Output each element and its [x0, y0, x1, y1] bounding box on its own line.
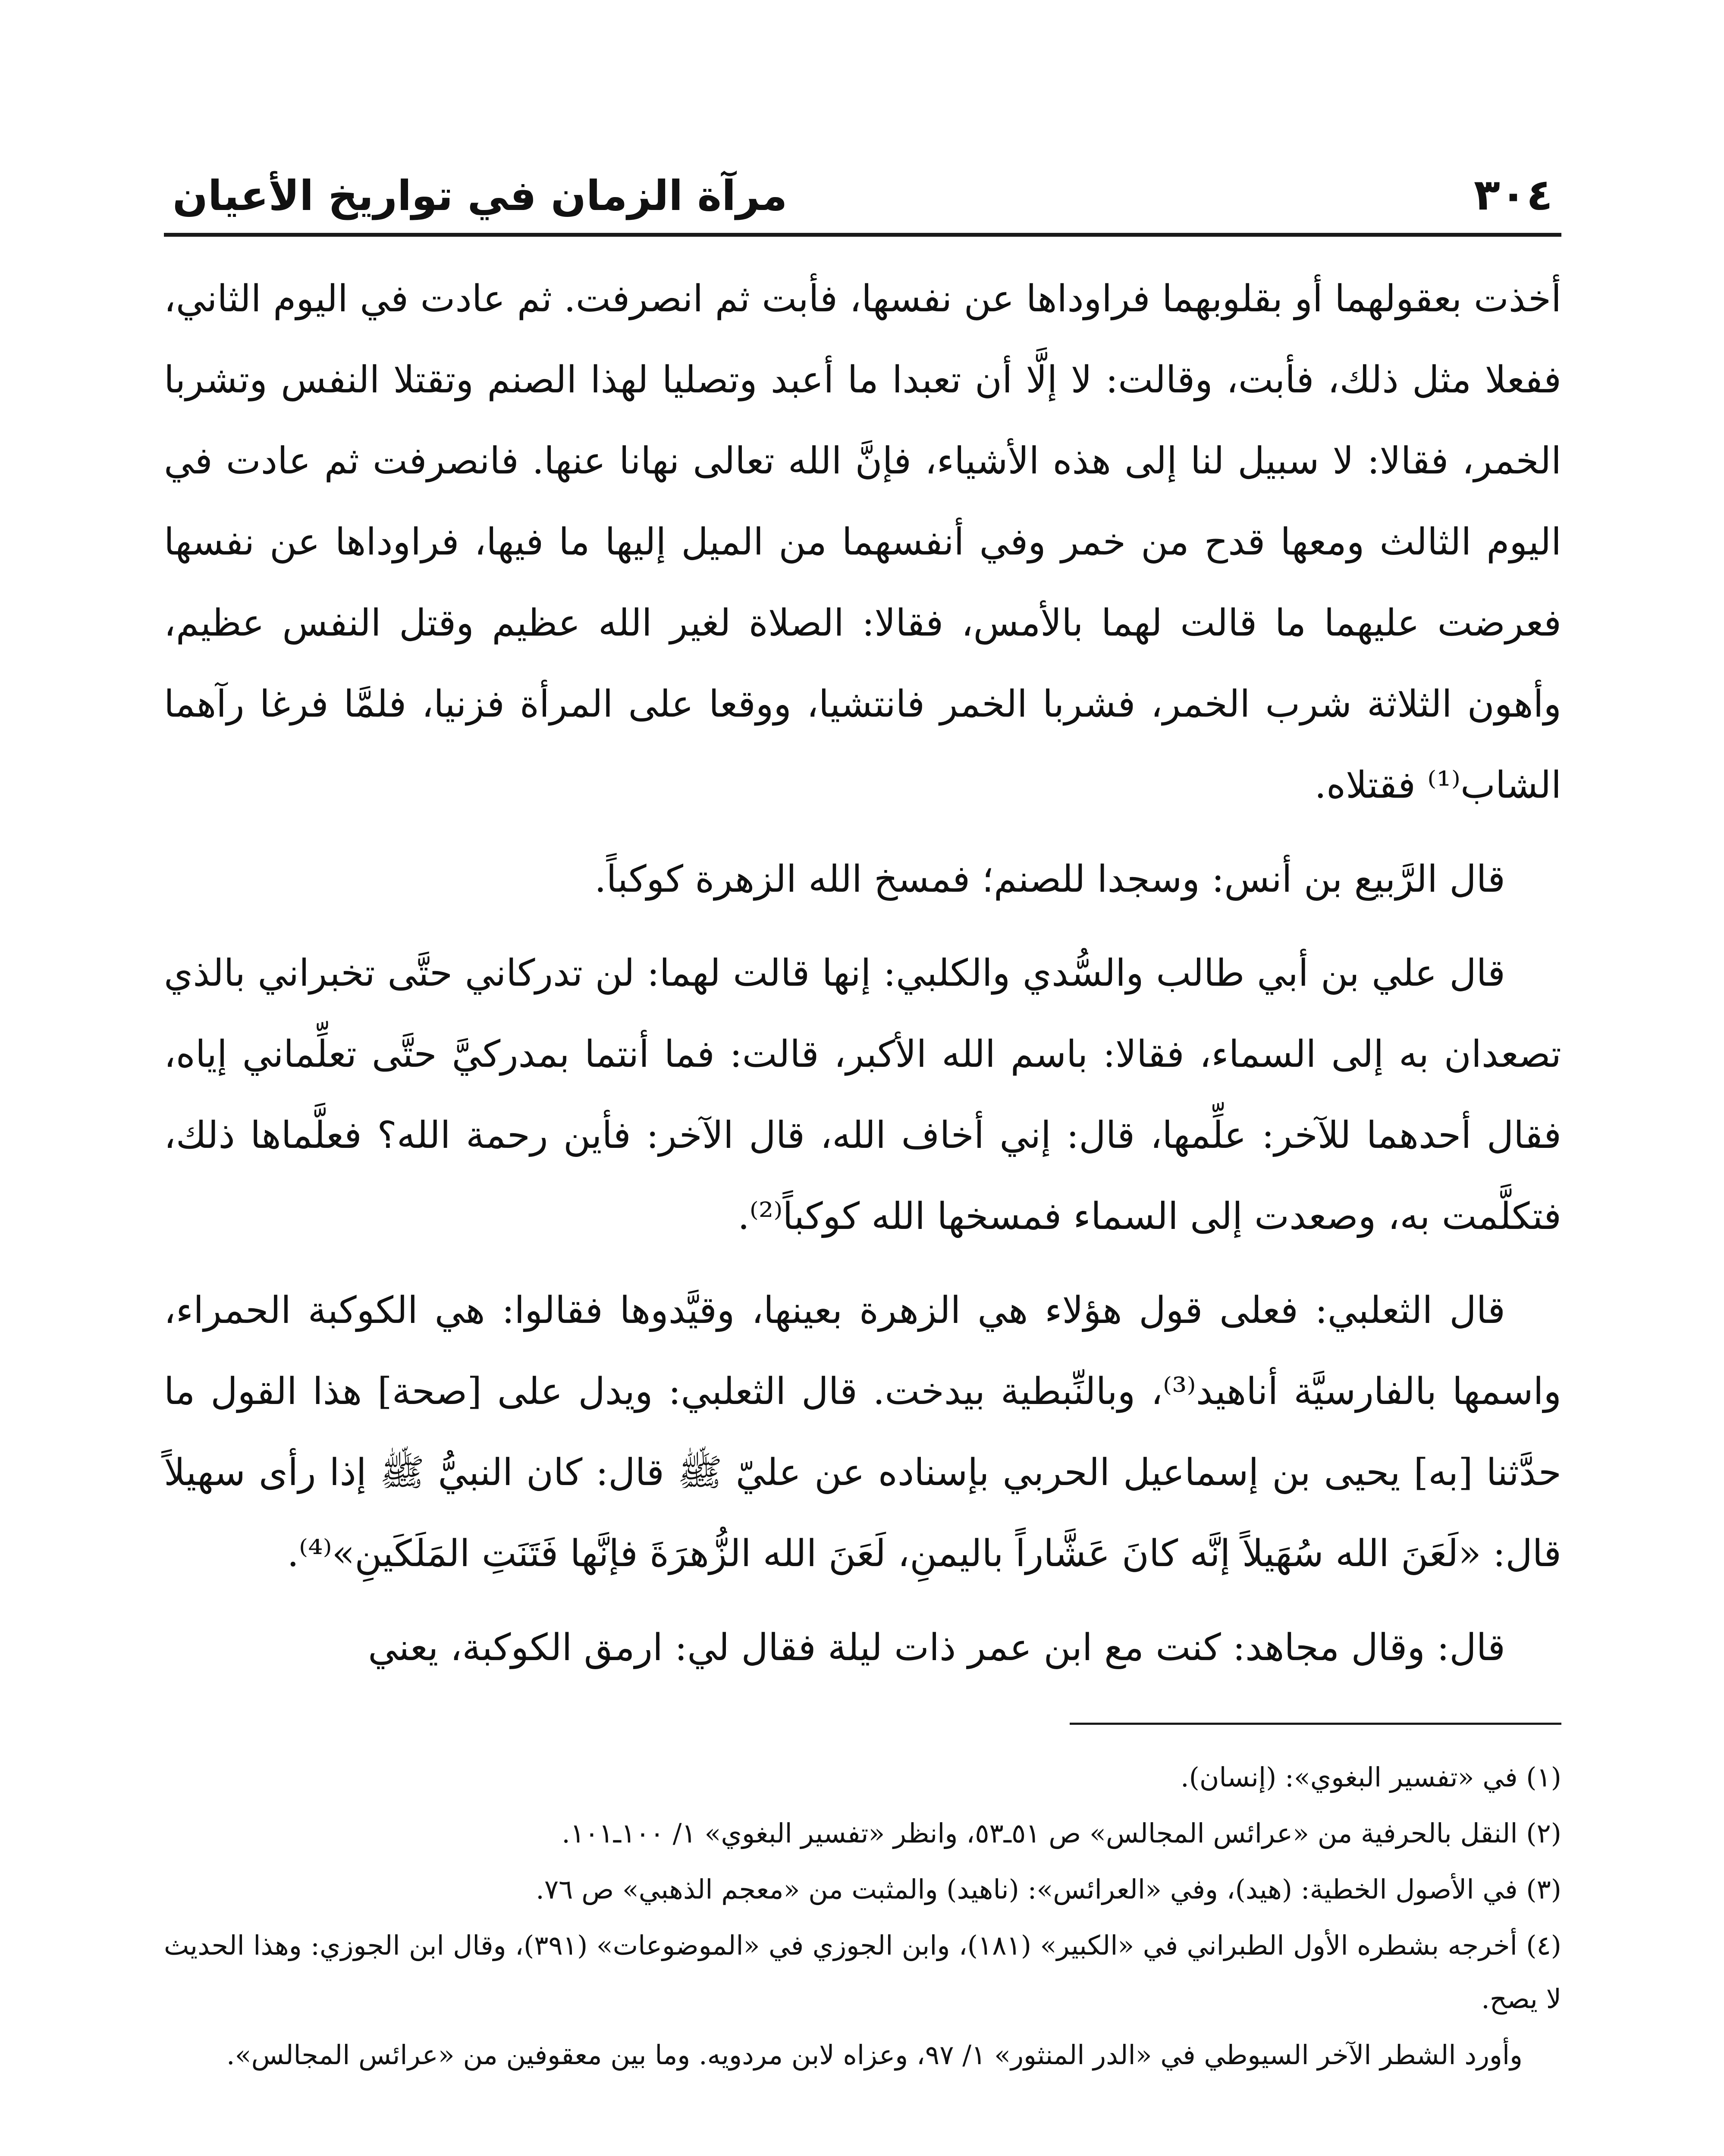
paragraph: أخذت بعقولهما أو بقلوبهما فراوداها عن نفسها، فأبت ثم انصرفت. ثم عادت في اليوم الثاني، ففعلا مثل ذلك، فأبت، وقالت: لا إلَّا أن تعبدا ما أعبد وتصليا لهذا الصنم وتقتلا النفس وتشربا الخمر، فقالا: لا سبيل لنا إلى هذه الأشياء، فإنَّ الله تعالى نهانا عنها. فانصرفت ثم عادت في اليوم الثالث ومعها قدح من خمر وفي أنفسهما من الميل إليها ما فيها، فراوداها عن نفسها فعرضت عليهما ما قالت لهما بالأمس، فقالا: الصلاة لغير الله عظيم وقتل النفس عظيم، وأهون الثلاثة شرب الخمر، فشربا الخمر فانتشيا، ووقعا على المرأة فزنيا، فلمَّا فرغا رآهما الشاب⁽¹⁾ فقتلاه.: [164, 277, 1561, 807]
paragraph: قال الثعلبي: فعلى قول هؤلاء هي الزهرة بعينها، وقيَّدوها فقالوا: هي الكوكبة الحمراء، واسمها بالفارسيَّة أناهيد⁽³⁾، وبالنِّبطية بيدخت. قال الثعلبي: ويدل على [صحة] هذا القول ما حدَّثنا [به] يحيى بن إسماعيل الحربي بإسناده عن عليّ ﷺ قال: كان النبيُّ ﷺ إذا رأى سهيلاً قال: «لَعَنَ الله سُهَيلاً إنَّه كانَ عَشَّاراً باليمنِ، لَعَنَ الله الزُّهرَةَ فإنَّها فَتَنَتِ المَلَكَينِ»⁽⁴⁾.: [164, 1289, 1561, 1575]
footnote: (١) في «تفسير البغوي»: (إنسان).: [1180, 1761, 1561, 1793]
paragraph: قال علي بن أبي طالب والسُّدي والكلبي: إنها قالت لهما: لن تدركاني حتَّى تخبراني بالذي تصعدان به إلى السماء، فقالا: باسم الله الأكبر، قالت: فما أنتما بمدركيَّ حتَّى تعلِّماني إياه، فقال أحدهما للآخر: علِّمها، قال: إني أخاف الله، قال الآخر: فأين رحمة الله؟ فعلَّماها ذلك، فتكلَّمت به، وصعدت إلى السماء فمسخها الله كوكباً⁽²⁾.: [164, 952, 1561, 1238]
footnote-continuation: وأورد الشطر الآخر السيوطي في «الدر المنثور» ١/ ٩٧، وعزاه لابن مردويه. وما بين معقوفين من «عرائس المجالس».: [226, 2039, 1523, 2071]
footnotes: [164, 1751, 1561, 2082]
footnote: (٣) في الأصول الخطية: (هيد)، وفي «العرائس»: (ناهيد) والمثبت من «معجم الذهبي» ص ٧٦.: [536, 1874, 1561, 1905]
main-text: [164, 258, 1561, 1688]
footnote-divider: [1070, 1723, 1561, 1725]
page-header: [164, 151, 1561, 237]
page-number: ٣٠٤: [1473, 169, 1553, 220]
footnote: (٤) أخرجه بشطره الأول الطبراني في «الكبير» (١٨١)، وابن الجوزي في «الموضوعات» (٣٩١)، وقال ابن الجوزي: وهذا الحديث لا يصح.: [164, 1930, 1561, 2015]
paragraph: قال: وقال مجاهد: كنت مع ابن عمر ذات ليلة فقال لي: ارمق الكوكبة، يعني: [368, 1626, 1505, 1669]
book-title: مرآة الزمان في تواريخ الأعيان: [173, 172, 788, 220]
book-page: [164, 151, 1561, 2084]
footnote: (٢) النقل بالحرفية من «عرائس المجالس» ص ٥١ـ٥٣، وانظر «تفسير البغوي» ١/ ١٠٠ـ١٠١.: [562, 1818, 1561, 1849]
paragraph: قال الرَّبيع بن أنس: وسجدا للصنم؛ فمسخ الله الزهرة كوكباً.: [594, 858, 1505, 901]
